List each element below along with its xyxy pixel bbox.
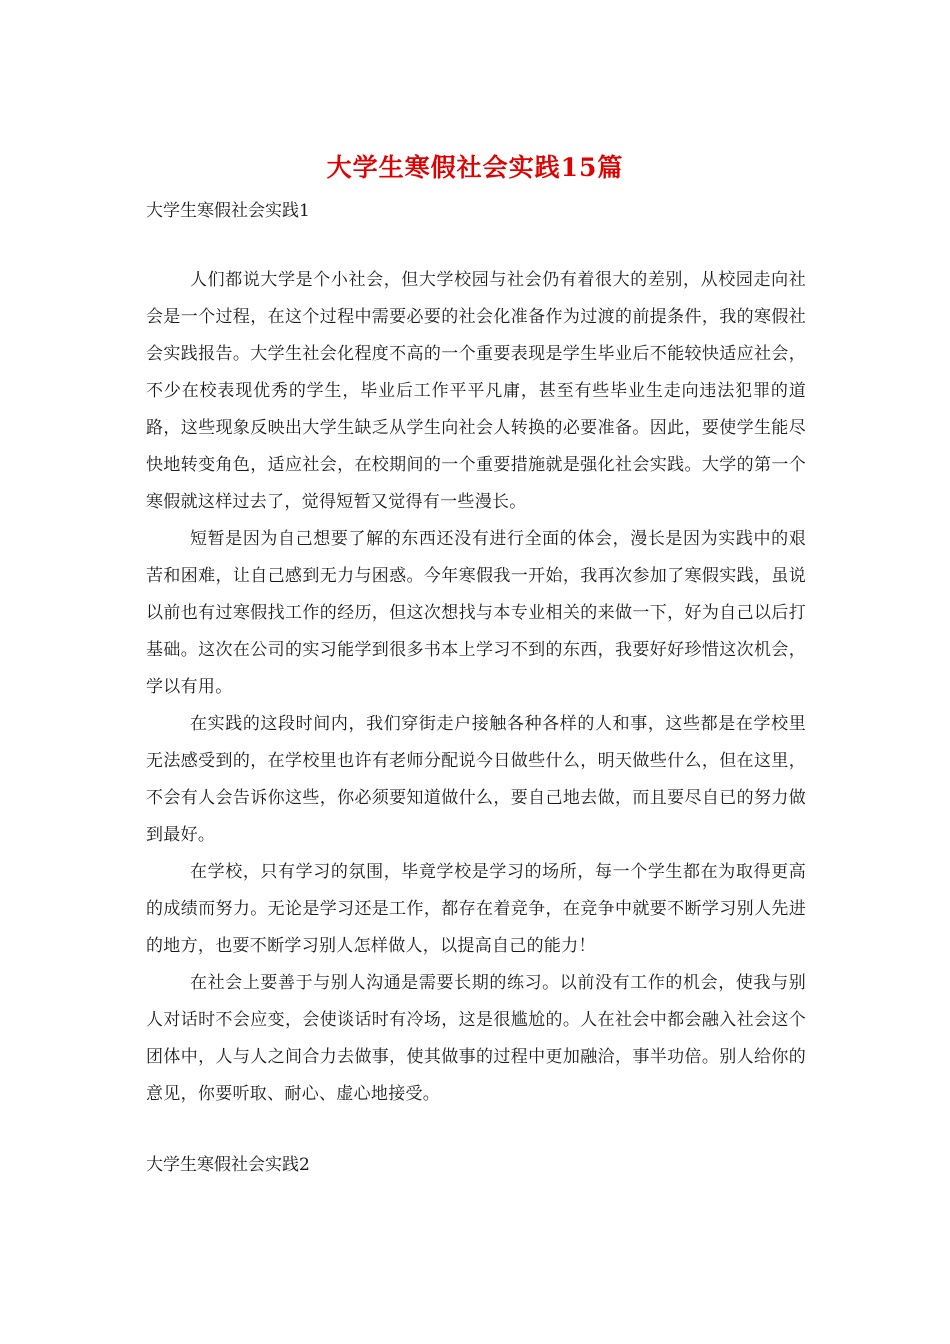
section-1-body xyxy=(146,262,806,1113)
paragraph: 在学校，只有学习的氛围，毕竟学校是学习的场所，每一个学生都在为取得更高的成绩而努力。无论是学习还是工作，都存在着竞争，在竞争中就要不断学习别人先进的地方，也要不断学习别人怎样做人，以提高自己的能力！ xyxy=(146,862,806,956)
section-heading-1: 大学生寒假社会实践1 xyxy=(146,201,310,221)
section-heading-2: 大学生寒假社会实践2 xyxy=(146,1155,310,1175)
paragraph: 短暂是因为自己想要了解的东西还没有进行全面的体会，漫长是因为实践中的艰苦和困难，让自己感到无力与困惑。今年寒假我一开始，我再次参加了寒假实践，虽说以前也有过寒假找工作的经历，但这次想找与本专业相关的来做一下，好为自己以后打基础。这次在公司的实习能学到很多书本上学习不到的东西，我要好好珍惜这次机会，学以有用。 xyxy=(146,529,806,697)
paragraph: 人们都说大学是个小社会，但大学校园与社会仍有着很大的差别，从校园走向社会是一个过程，在这个过程中需要必要的社会化准备作为过渡的前提条件，我的寒假社会实践报告。大学生社会化程度不高的一个重要表现是学生毕业后不能较快适应社会，不少在校表现优秀的学生，毕业后工作平平凡庸，甚至有些毕业生走向违法犯罪的道路，这些现象反映出大学生缺乏从学生向社会人转换的必要准备。因此，要使学生能尽快地转变角色，适应社会，在校期间的一个重要措施就是强化社会实践。大学的第一个寒假就这样过去了，觉得短暂又觉得有一些漫长。 xyxy=(146,270,806,512)
paragraph: 在实践的这段时间内，我们穿街走户接触各种各样的人和事，这些都是在学校里无法感受到的，在学校里也许有老师分配说今日做些什么，明天做些什么，但在这里，不会有人会告诉你这些，你必须要知道做什么，要自己地去做，而且要尽自已的努力做到最好。 xyxy=(146,714,806,845)
paragraph: 在社会上要善于与别人沟通是需要长期的练习。以前没有工作的机会，使我与别人对话时不会应变，会使谈话时有冷场，这是很尴尬的。人在社会中都会融入社会这个团体中，人与人之间合力去做事，使其做事的过程中更加融洽，事半功倍。别人给你的意见，你要听取、耐心、虚心地接受。 xyxy=(146,973,806,1104)
document-title: 大学生寒假社会实践15篇 xyxy=(326,153,624,182)
